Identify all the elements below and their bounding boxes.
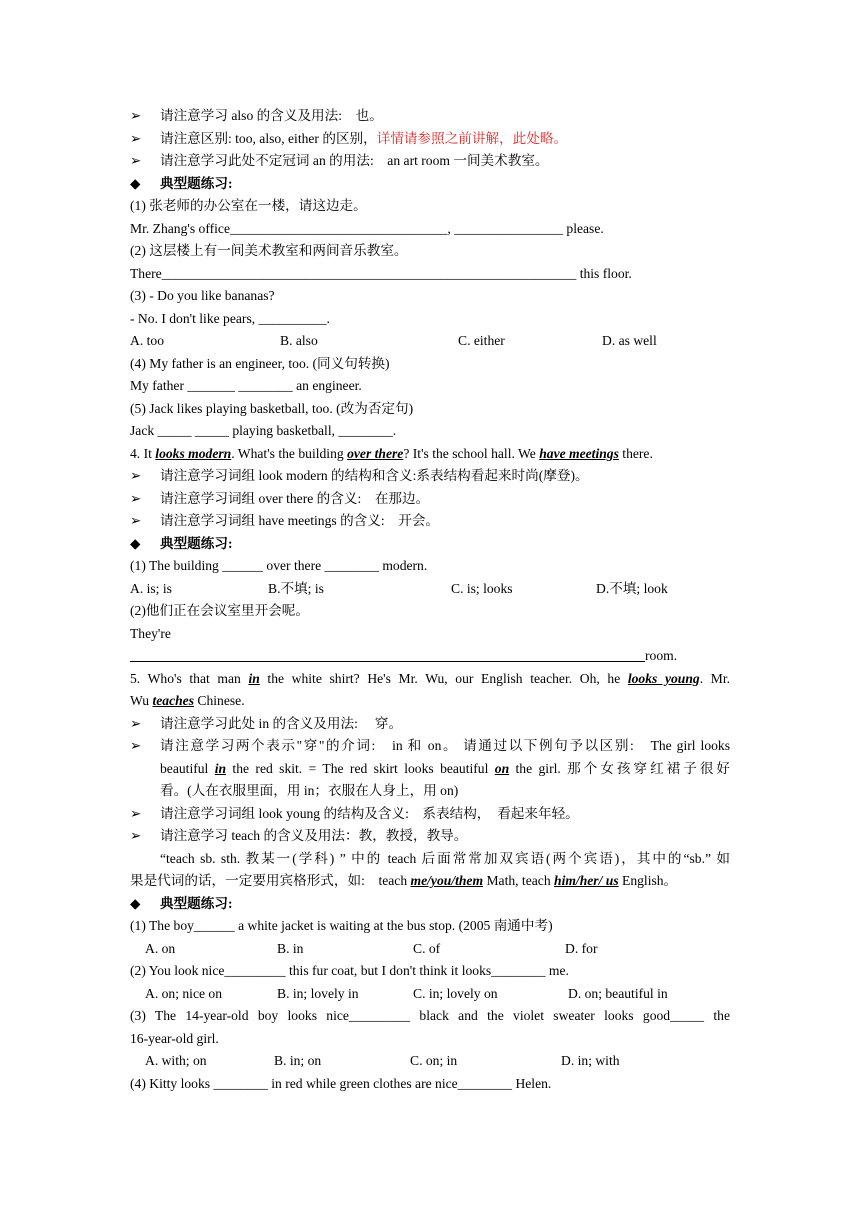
option: C. on; in — [410, 1053, 458, 1068]
red-note: 详情请参照之前讲解，此处略。 — [376, 130, 568, 146]
options-row — [130, 330, 730, 353]
diamond-bullet-icon: ◆ — [130, 175, 141, 191]
options-row — [130, 983, 730, 1006]
key-phrase: in — [248, 670, 260, 686]
arrowhead-bullet-icon: ➢ — [130, 153, 142, 168]
option: D.不填; look — [596, 580, 668, 596]
note-line-cont: 看。(人在衣服里面，用 in；衣服在人身上，用 on) — [160, 783, 459, 798]
document-page — [130, 105, 730, 1095]
option: A. too — [130, 333, 164, 348]
note-line: ➢ 请注意区别: too, also, either 的区别，详情请参照之前讲解，此处略。 — [130, 128, 730, 151]
option: D. as well — [602, 333, 657, 348]
diamond-bullet-icon: ◆ — [130, 535, 141, 551]
options-row — [130, 938, 730, 961]
question: (3) - Do you like bananas? — [130, 288, 275, 303]
answer-blank — [130, 645, 645, 662]
key-phrase: on — [494, 760, 510, 776]
key-phrase: teaches — [152, 693, 195, 708]
arrowhead-bullet-icon: ➢ — [130, 715, 142, 731]
question: (2)他们正在会议室里开会呢。 — [130, 603, 309, 618]
arrowhead-bullet-icon: ➢ — [130, 805, 142, 821]
arrowhead-bullet-icon: ➢ — [130, 468, 142, 483]
question: (1) The building ______ over there ________ modern. — [130, 558, 428, 573]
arrowhead-bullet-icon: ➢ — [130, 828, 142, 843]
question: (2) 这层楼上有一间美术教室和两间音乐教室。 — [130, 243, 408, 258]
key-phrase: in — [214, 760, 227, 776]
question-blank-line: - No. I don't like pears, __________. — [130, 310, 330, 326]
sentence-5: 5. Who's that man in the white shirt? He's Mr. Wu, our English teacher. Oh, he looks young. Mr. — [130, 670, 730, 686]
option: B. also — [280, 333, 318, 348]
question-blank-line: Jack _____ _____ playing basketball, ________. — [130, 423, 397, 438]
question: (2) You look nice_________ this fur coat, but I don't think it looks________ me. — [130, 963, 569, 978]
key-phrase: have meetings — [539, 445, 619, 461]
option: C. of — [413, 940, 441, 956]
arrowhead-bullet-icon: ➢ — [130, 490, 142, 506]
key-phrase: looks young — [627, 670, 700, 686]
key-phrase: over there — [347, 445, 404, 461]
options-row — [130, 1050, 730, 1073]
note-line: ➢ 请注意学习词组 look modern 的结构和含义:系表结构看起来时尚(摩登)。 — [130, 465, 730, 488]
question: (1) The boy______ a white jacket is waiting at the bus stop. (2005 南通中考) — [130, 918, 553, 933]
option: B. in; lovely in — [277, 985, 359, 1001]
answer-blank-line: room. — [130, 645, 730, 668]
note-line: ➢ 请注意学习词组 look young 的结构及含义: 系表结构， 看起来年轻。 — [130, 803, 730, 826]
arrowhead-bullet-icon: ➢ — [130, 738, 142, 753]
section-heading: ◆ 典型题练习: — [130, 533, 730, 556]
note-line: ➢ 请注意学习此处不定冠词 an 的用法: an art room 一间美术教室。 — [130, 150, 730, 173]
option: A. with; on — [145, 1053, 207, 1068]
question-blank-line: Mr. Zhang's office________________________________, ________________ please. — [130, 220, 604, 236]
key-phrase: him/her/ us — [554, 873, 619, 888]
option: D. in; with — [561, 1053, 620, 1068]
note-line: ➢ 请注意学习词组 over there 的含义: 在那边。 — [130, 488, 730, 511]
option: C. in; lovely on — [413, 985, 498, 1001]
note-line-cont: 果是代词的话，一定要用宾格形式，如: teach me/you/them Math, teach him/her/ us English。 — [130, 873, 678, 888]
sentence-4: 4. It looks modern. What's the building over there? It's the school hall. We have meetings there. — [130, 445, 653, 461]
note-line: ➢ 请注意学习两个表示"穿"的介词: in 和 on。 请通过以下例句予以区别: The girl looks — [130, 735, 730, 758]
option: D. for — [565, 940, 598, 956]
note-line: ➢ 请注意学习 also 的含义及用法: 也。 — [130, 105, 730, 128]
option: B. in — [277, 940, 304, 956]
note-line: ➢ 请注意学习 teach 的含义及用法：教，教授，教导。 — [130, 825, 730, 848]
key-phrase: me/you/them — [410, 873, 484, 888]
key-phrase: looks modern — [155, 445, 232, 461]
option: B.不填; is — [268, 580, 324, 596]
note-line-cont: beautiful in the red skit. = The red skirt looks beautiful on the girl. 那个女孩穿红裙子很好 — [160, 760, 730, 776]
question: (4) Kitty looks ________ in red while green clothes are nice________ Helen. — [130, 1075, 552, 1091]
arrowhead-bullet-icon: ➢ — [130, 108, 142, 123]
options-row — [130, 578, 730, 601]
arrowhead-bullet-icon: ➢ — [130, 513, 142, 528]
section-heading: ◆ 典型题练习: — [130, 173, 730, 196]
option: A. on — [145, 940, 176, 956]
question: (4) My father is an engineer, too. (同义句转换) — [130, 355, 390, 371]
question: (1) 张老师的办公室在一楼，请这边走。 — [130, 198, 367, 213]
option: B. in; on — [274, 1053, 322, 1068]
question-blank-line: There_____________________________________________________________ this floor. — [130, 265, 632, 281]
question-blank-line: My father _______ ________ an engineer. — [130, 378, 362, 393]
option: C. either — [458, 333, 505, 348]
question-cont: 16-year-old girl. — [130, 1030, 219, 1046]
question: (5) Jack likes playing basketball, too. (改为否定句) — [130, 400, 414, 416]
question: (3) The 14-year-old boy looks nice_________ black and the violet sweater looks good_____ the — [130, 1008, 730, 1023]
sentence-5-cont: Wu teaches Chinese. — [130, 693, 245, 708]
section-heading: ◆ 典型题练习: — [130, 893, 730, 916]
option: D. on; beautiful in — [568, 985, 668, 1001]
arrowhead-bullet-icon: ➢ — [130, 130, 142, 146]
option: A. is; is — [130, 580, 172, 596]
question-line: They're — [130, 625, 171, 641]
note-line: ➢ 请注意学习词组 have meetings 的含义: 开会。 — [130, 510, 730, 533]
diamond-bullet-icon: ◆ — [130, 895, 141, 911]
note-line: ➢ 请注意学习此处 in 的含义及用法: 穿。 — [130, 713, 730, 736]
option: A. on; nice on — [145, 985, 223, 1001]
note-line-cont: “teach sb. sth. 教某一(学科) ” 中的 teach 后面常常加双宾语(两个宾语)，其中的“sb.” 如 — [160, 850, 730, 866]
option: C. is; looks — [451, 580, 513, 596]
